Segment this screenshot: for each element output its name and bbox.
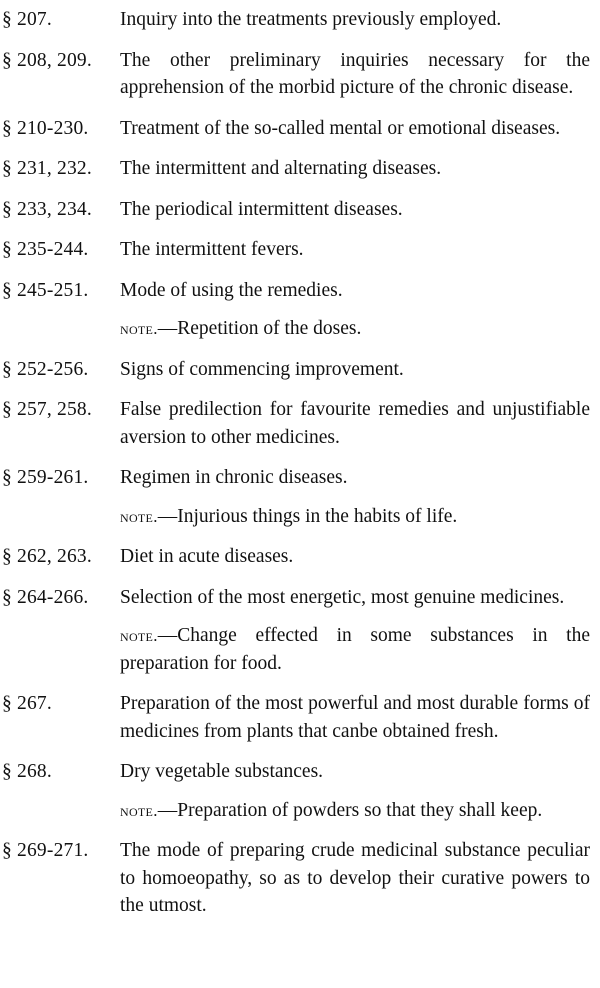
contents-entry-269-271: [2, 837, 590, 920]
section-description: The intermittent fevers.: [120, 239, 304, 260]
section-ref: § 269-271.: [2, 840, 89, 861]
section-description: The mode of preparing crude medicinal substance peculiar to homoeopathy, so as to develop their curative powers to the utmost.: [120, 840, 590, 916]
section-ref: § 207.: [2, 9, 52, 30]
contents-entry-268: [2, 758, 590, 786]
contents-note: [120, 503, 590, 531]
section-description: Regimen in chronic diseases.: [120, 467, 348, 488]
section-ref: § 262, 263.: [2, 546, 92, 567]
section-ref: § 268.: [2, 761, 52, 782]
note-text: —Change effected in some substances in the preparation for food.: [120, 625, 590, 674]
note-text: —Preparation of powders so that they shall keep.: [157, 799, 543, 821]
contents-entry-257-258: [2, 396, 590, 451]
note-text: —Injurious things in the habits of life.: [157, 505, 458, 527]
section-ref: § 252-256.: [2, 358, 89, 380]
section-ref: § 208, 209.: [2, 49, 92, 71]
contents-entry-231-232: [2, 155, 590, 183]
contents-note: [120, 315, 590, 343]
contents-entry-210-230: [2, 115, 590, 143]
contents-entry-264-266: [2, 584, 590, 612]
section-description: False predilection for favourite remedies and unjustifiable aversion to other medicines.: [120, 399, 590, 448]
section-ref: § 235-244.: [2, 239, 89, 260]
contents-note: [120, 797, 590, 825]
note-label: note.: [120, 626, 158, 645]
contents-entry-259-261: [2, 464, 590, 492]
section-ref: § 259-261.: [2, 467, 89, 488]
section-description: The other preliminary inquiries necessary for the apprehension of the morbid picture of the chronic disease.: [120, 49, 590, 98]
contents-note: [120, 622, 590, 677]
contents-entry-262-263: [2, 543, 590, 571]
section-ref: § 210-230.: [2, 117, 89, 139]
section-ref: § 257, 258.: [2, 399, 92, 420]
section-description: The intermittent and alternating diseases.: [120, 158, 442, 179]
section-description: Mode of using the remedies.: [120, 279, 343, 301]
contents-entry-252-256: [2, 356, 590, 384]
contents-entry-207: [2, 6, 590, 34]
section-description: Dry vegetable substances.: [120, 761, 324, 782]
section-description: Diet in acute diseases.: [120, 546, 294, 567]
section-ref: § 264-266.: [2, 586, 89, 608]
section-ref: § 245-251.: [2, 279, 89, 301]
note-label: note.: [120, 506, 158, 526]
section-description: Signs of commencing improvement.: [120, 358, 404, 380]
note-label: note.: [120, 319, 158, 338]
contents-entry-208-209: [2, 47, 590, 102]
section-description: Selection of the most energetic, most genuine medicines.: [120, 586, 565, 608]
contents-entry-245-251: [2, 277, 590, 305]
section-description: The periodical intermittent diseases.: [120, 198, 403, 220]
note-text: —Repetition of the doses.: [157, 318, 362, 339]
section-ref: § 231, 232.: [2, 158, 92, 179]
section-description: Inquiry into the treatments previously employed.: [120, 9, 502, 30]
section-description: Preparation of the most powerful and most durable forms of medicines from plants that canbe obtained fresh.: [120, 693, 590, 742]
section-ref: § 233, 234.: [2, 198, 92, 220]
section-description: Treatment of the so-called mental or emotional diseases.: [120, 117, 561, 139]
contents-entry-235-244: [2, 236, 590, 264]
contents-entry-267: [2, 690, 590, 745]
section-ref: § 267.: [2, 693, 52, 714]
note-label: note.: [120, 800, 158, 820]
contents-entry-233-234: [2, 196, 590, 224]
